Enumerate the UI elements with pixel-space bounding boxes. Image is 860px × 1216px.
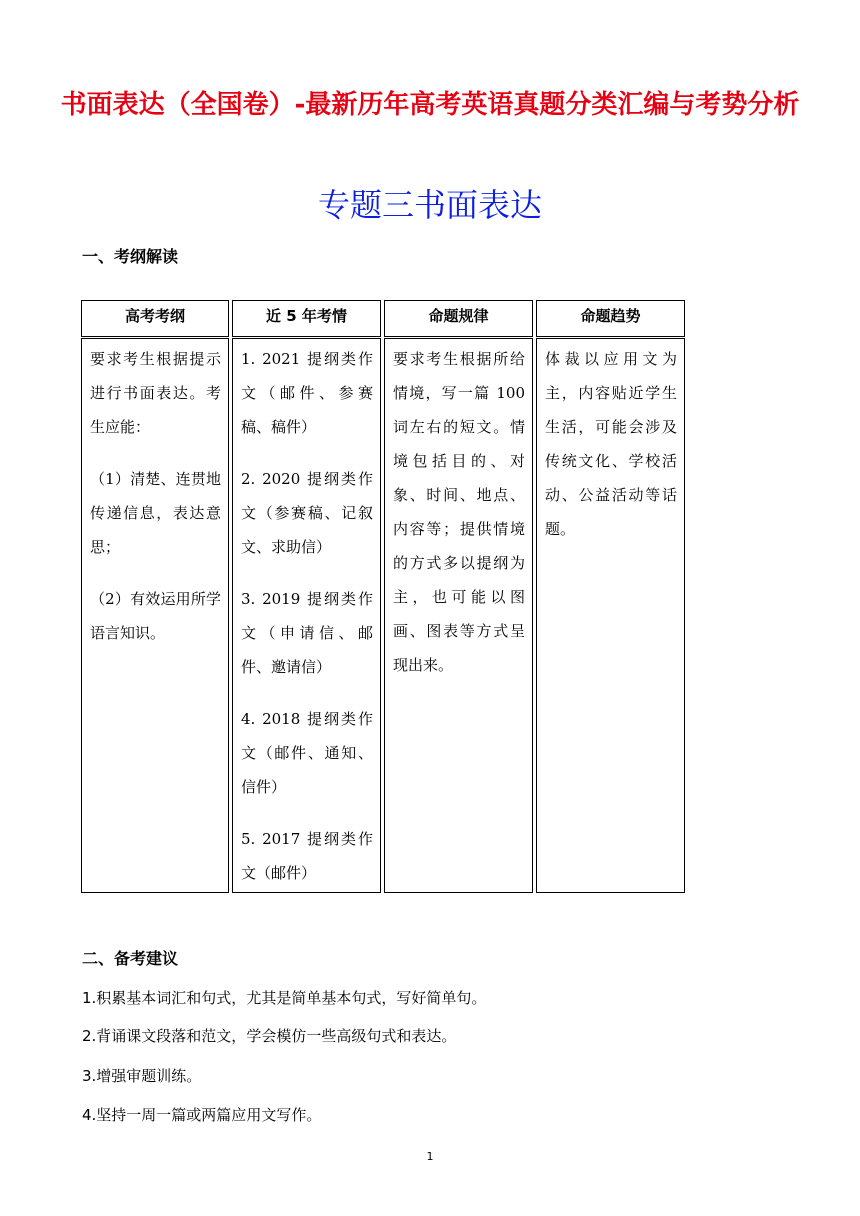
section-heading-advice: 二、备考建议 <box>82 949 179 968</box>
syllabus-paragraph: （2）有效运用所学语言知识。 <box>90 590 221 642</box>
table-header-cell <box>536 300 685 337</box>
table-header-cell <box>81 300 229 337</box>
table-cell-recent-years <box>232 338 381 893</box>
list-item: 3. 2019 提纲类作文（申请信、邮件、邀请信） <box>241 590 373 676</box>
list-item: 1. 2021 提纲类作文（邮件、参赛稿、稿件） <box>241 350 373 436</box>
table-cell-patterns <box>384 338 533 893</box>
table-cell-syllabus <box>81 338 229 893</box>
table-cell-trends <box>536 338 685 893</box>
patterns-text: 要求考生根据所给情境，写一篇 100 词左右的短文。情境包括目的、对象、时间、地点、内容等；提供情境的方式多以提纲为主，也可能以图画、图表等方式呈现出来。 <box>393 350 525 674</box>
table-header-cell <box>232 300 381 337</box>
advice-item: 4.坚持一周一篇或两篇应用文写作。 <box>82 1106 322 1124</box>
header-syllabus: 高考考纲 <box>124 307 185 325</box>
syllabus-paragraph: （1）清楚、连贯地传递信息，表达意思； <box>90 470 221 556</box>
header-recent-years: 近 5 年考情 <box>266 307 347 325</box>
table-header-cell <box>384 300 533 337</box>
page-number: 1 <box>426 1150 434 1163</box>
document-subtitle: 专题三书面表达 <box>317 186 542 224</box>
header-patterns: 命题规律 <box>428 307 489 325</box>
advice-item: 2.背诵课文段落和范文，学会模仿一些高级句式和表达。 <box>82 1027 457 1045</box>
list-item: 5. 2017 提纲类作文（邮件） <box>241 830 373 882</box>
advice-item: 1.积累基本词汇和句式，尤其是简单基本句式，写好简单句。 <box>82 989 487 1007</box>
list-item: 2. 2020 提纲类作文（参赛稿、记叙文、求助信） <box>241 470 373 556</box>
advice-item: 3.增强审题训练。 <box>82 1067 202 1085</box>
list-item: 4. 2018 提纲类作文（邮件、通知、信件） <box>241 710 373 796</box>
section-heading-syllabus: 一、考纲解读 <box>82 247 179 266</box>
syllabus-paragraph: 要求考生根据提示进行书面表达。考生应能： <box>90 350 221 436</box>
header-trends: 命题趋势 <box>580 307 641 325</box>
trends-text: 体裁以应用文为主，内容贴近学生生活，可能会涉及传统文化、学校活动、公益活动等话题。 <box>545 350 677 538</box>
document-title: 书面表达（全国卷）-最新历年高考英语真题分类汇编与考势分析 <box>60 90 800 120</box>
